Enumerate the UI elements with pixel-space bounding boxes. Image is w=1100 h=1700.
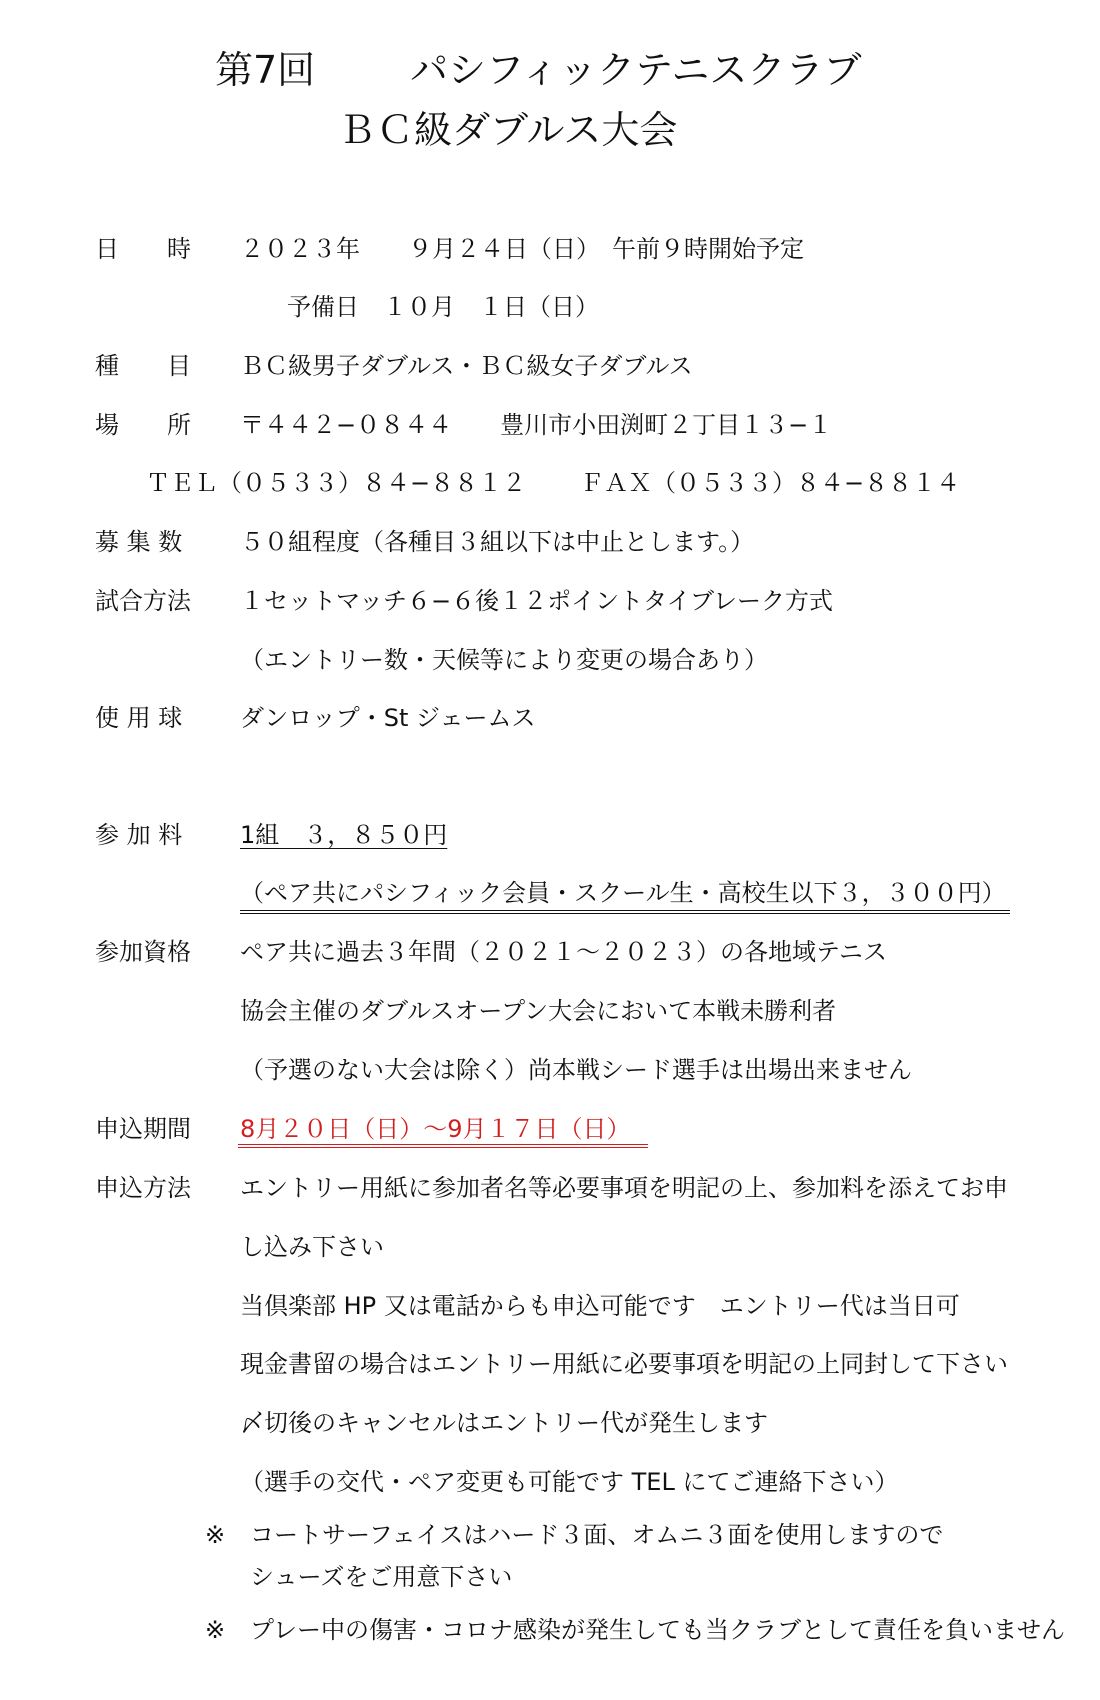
tel-number: ＴＥＬ（０５３３）８４−８８１２ (146, 469, 527, 497)
eligibility-line2: 協会主催のダブルスオープン大会において本戦未勝利者 (240, 997, 837, 1025)
label-ball: 使 用 球 (95, 704, 183, 732)
fax-number: ＦＡＸ（０５３３）８４−８８１４ (580, 469, 961, 497)
note1-line2: シューズをご用意下さい (250, 1563, 513, 1591)
label-period: 申込期間 (95, 1115, 191, 1143)
place-address: 〒４４２−０８４４ 豊川市小田渕町２丁目１３−１ (240, 411, 833, 439)
method-note: （エントリー数・天候等により変更の場合あり） (240, 646, 768, 674)
fee-value: 1組 ３，８５０円 (240, 821, 448, 849)
apply-line5: 〆切後のキャンセルはエントリー代が発生します (240, 1409, 768, 1437)
reserve-day: 予備日 １０月 １日（日） (287, 293, 599, 321)
recruit-value: ５０組程度（各種目３組以下は中止とします。） (240, 528, 755, 556)
label-place: 場 所 (95, 411, 191, 439)
apply-line2: し込み下さい (240, 1233, 384, 1261)
label-fee: 参 加 料 (95, 821, 183, 849)
note1-mark: ※ (205, 1521, 226, 1549)
period-double-underline (238, 1144, 648, 1148)
title-event-name: ＢＣ級ダブルス大会 (338, 108, 678, 152)
fee-discount-note: （ペア共にパシフィック会員・スクール生・高校生以下３，３００円） (240, 879, 1006, 907)
label-datetime: 日 時 (95, 235, 191, 263)
fee-note-double-underline (240, 910, 1010, 914)
label-method: 試合方法 (95, 587, 191, 615)
apply-line1: エントリー用紙に参加者名等必要事項を明記の上、参加料を添えてお申 (240, 1174, 1008, 1202)
label-apply: 申込方法 (95, 1174, 191, 1202)
note2-mark: ※ (205, 1616, 226, 1644)
datetime-value: ２０２３年 ９月２４日（日） 午前９時開始予定 (240, 235, 804, 263)
title-club-name: パシフィックテニスクラブ (410, 48, 862, 92)
title-part1: 第7回 (215, 48, 316, 92)
eligibility-line3: （予選のない大会は除く）尚本戦シード選手は出場出来ません (240, 1056, 912, 1084)
ball-value: ダンロップ・St ジェームス (240, 704, 536, 732)
note1-line1: コートサーフェイスはハード３面、オムニ３面を使用しますので (250, 1521, 944, 1549)
apply-line4: 現金書留の場合はエントリー用紙に必要事項を明記の上同封して下さい (240, 1350, 1008, 1378)
label-recruit: 募 集 数 (95, 528, 183, 556)
apply-line3: 当倶楽部 HP 又は電話からも申込可能です エントリー代は当日可 (240, 1292, 960, 1320)
label-category: 種 目 (95, 352, 191, 380)
label-eligibility: 参加資格 (95, 938, 191, 966)
method-value: １セットマッチ６−６後１２ポイントタイブレーク方式 (240, 587, 833, 615)
apply-line6: （選手の交代・ペア変更も可能です TEL にてご連絡下さい） (240, 1468, 899, 1496)
eligibility-line1: ペア共に過去３年間（２０２１〜２０２３）の各地域テニス (240, 938, 888, 966)
application-period: 8月２０日（日）〜9月１７日（日） (240, 1115, 631, 1143)
note2-text: プレー中の傷害・コロナ感染が発生しても当クラブとして責任を負いません (250, 1616, 1066, 1644)
category-value: ＢＣ級男子ダブルス・ＢＣ級女子ダブルス (240, 352, 693, 380)
